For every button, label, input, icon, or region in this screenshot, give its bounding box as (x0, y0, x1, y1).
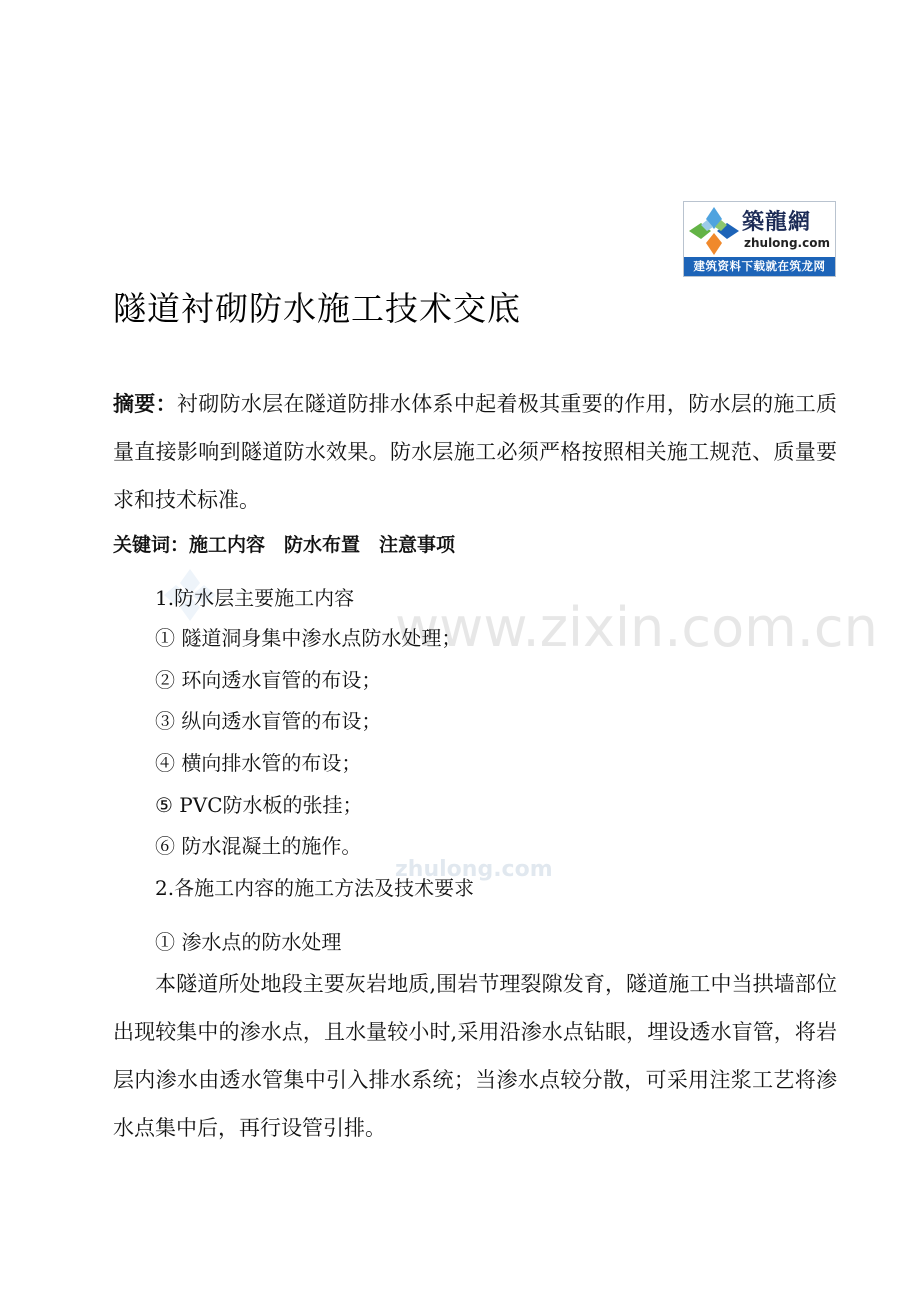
body-paragraph: 本隧道所处地段主要灰岩地质,围岩节理裂隙发育，隧道施工中当拱墙部位出现较集中的渗水点，且水量较小时,采用沿渗水点钻眼，埋设透水盲管，将岩层内渗水由透水管集中引入排水系统；当渗水点较分散，可采用注浆工艺将渗水点集中后，再行设管引排。 (113, 972, 837, 1140)
logo-tagline: 建筑资料下载就在筑龙网 (684, 257, 835, 276)
list-item: ④ 横向排水管的布设； (155, 751, 362, 775)
section-2-heading: 2.各施工内容的施工方法及技术要求 (155, 876, 475, 900)
list-item: ⑥ 防水混凝土的施作。 (155, 834, 362, 858)
section-1-heading: 1.防水层主要施工内容 (155, 586, 355, 610)
logo-domain: zhulong.com (744, 236, 830, 250)
logo-chinese-name: 築龍網 (742, 210, 812, 235)
abstract (113, 380, 837, 524)
watermark-text: www.zixin.com.cn (395, 596, 878, 659)
list-item: ② 环向透水盲管的布设； (155, 668, 382, 692)
abstract-label: 摘要： (113, 392, 177, 416)
abstract-text: 衬砌防水层在隧道防排水体系中起着极其重要的作用，防水层的施工质量直接影响到隧道防水效果。防水层施工必须严格按照相关施工规范、质量要求和技术标准。 (113, 392, 838, 512)
list-item: ⑤ PVC防水板的张挂； (155, 793, 363, 817)
list-item: ③ 纵向透水盲管的布设； (155, 709, 382, 733)
keywords: 关键词：施工内容 防水布置 注意事项 (113, 534, 456, 556)
watermark-small-text: zhulong.com (395, 857, 553, 882)
section-2-subheading: ① 渗水点的防水处理 (155, 930, 342, 954)
zhulong-logo (683, 201, 836, 277)
zhulong-emblem-icon (687, 205, 741, 257)
list-item: ① 隧道洞身集中渗水点防水处理； (155, 626, 462, 650)
document-title: 隧道衬砌防水施工技术交底 (113, 289, 521, 328)
